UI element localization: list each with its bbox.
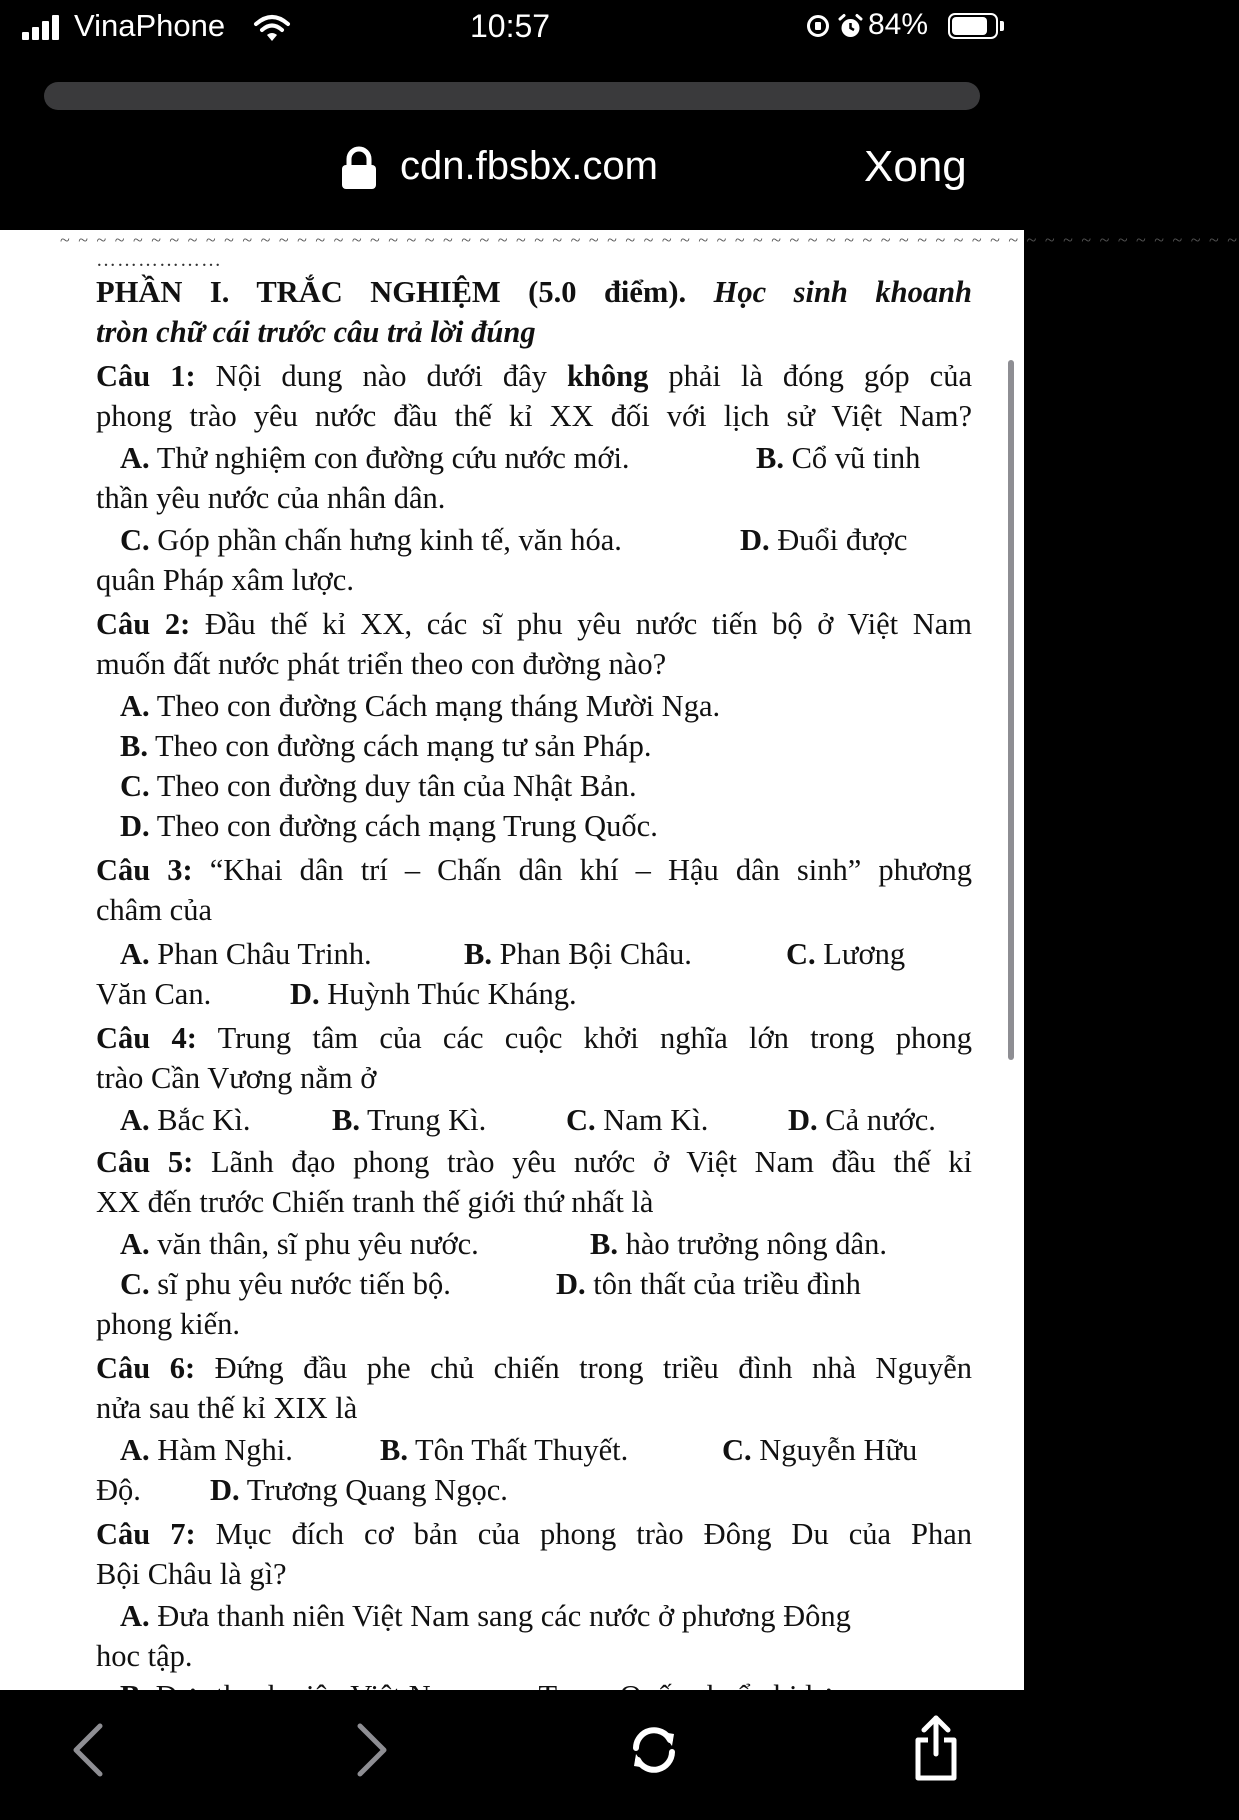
- section-title: PHẦN I. TRẮC NGHIỆM (5.0 điểm).: [96, 275, 687, 309]
- question-6-answer-b: B. Tôn Thất Thuyết.: [380, 1433, 629, 1467]
- answer-letter: D.: [740, 523, 770, 557]
- question-3-answer-d: D. Huỳnh Thúc Kháng.: [290, 977, 577, 1011]
- question-3-answer-c: C. Lương: [786, 937, 906, 971]
- question-7-line-1: Câu 7: Mục đích cơ bản của phong trào Đông Du của Phan: [96, 1517, 973, 1551]
- question-3-answer-c-cont: Văn Can.: [96, 977, 212, 1011]
- question-1-answer-c: [120, 520, 622, 560]
- question-1-answer-b: [756, 438, 920, 478]
- alarm-icon: [838, 14, 863, 39]
- reload-icon[interactable]: [626, 1722, 682, 1778]
- question-6-line-1: Câu 6: Đứng đầu phe chủ chiến trong triều đình nhà Nguyễn: [96, 1351, 972, 1385]
- document-viewer[interactable]: [0, 230, 1239, 1690]
- question-1-answer-d: [740, 520, 907, 560]
- answer-letter: C.: [120, 523, 150, 557]
- question-5-answer-d-cont: phong kiến.: [96, 1307, 241, 1341]
- answer-text: Thử nghiệm con đường cứu nước mới.: [156, 441, 630, 475]
- question-4-answer-a: A. Bắc Kì.: [120, 1103, 251, 1137]
- battery-level-fill: [952, 17, 987, 35]
- question-3-line-2: châm của: [96, 893, 212, 927]
- section-heading-line-1: [96, 272, 972, 312]
- answer-text: Đuổi được: [777, 523, 908, 557]
- question-3-answer-a: A. Phan Châu Trinh.: [120, 937, 372, 971]
- battery-percent: 84%: [868, 8, 929, 41]
- wifi-icon: [254, 14, 290, 42]
- question-label: Câu 2:: [96, 607, 191, 641]
- top-handle-bar: [44, 82, 980, 110]
- bottom-toolbar: [0, 1690, 1024, 1820]
- status-bar: [0, 0, 1024, 58]
- signal-strength-icon: [22, 14, 72, 40]
- share-icon[interactable]: [912, 1714, 960, 1782]
- answer-letter: A.: [120, 441, 150, 475]
- question-7-answer-a: A. Đưa thanh niên Việt Nam sang các nước ở phương Đông: [120, 1599, 851, 1633]
- question-label: Câu 7:: [96, 1517, 196, 1551]
- orientation-lock-icon: [807, 15, 829, 37]
- question-5-line-2: XX đến trước Chiến tranh thế giới thứ nhất là: [96, 1185, 654, 1219]
- clock: 10:57: [470, 8, 551, 44]
- question-2-answer-a: A. Theo con đường Cách mạng tháng Mười Nga.: [120, 689, 721, 723]
- question-2-answer-d: D. Theo con đường cách mạng Trung Quốc.: [120, 809, 658, 843]
- question-6-line-2: nửa sau thế kỉ XIX là: [96, 1391, 358, 1425]
- done-button[interactable]: Xong: [864, 142, 967, 191]
- question-4-line-2: trào Cần Vương nằm ở: [96, 1061, 377, 1095]
- question-1-line-1: Câu 1: Nội dung nào dưới đây không phải là đóng góp của: [96, 359, 972, 393]
- forward-icon[interactable]: [354, 1722, 390, 1778]
- question-label: Câu 5:: [96, 1145, 194, 1179]
- question-1-answers-ab: [120, 438, 630, 478]
- question-1-line-2: phong trào yêu nước đầu thế kỉ XX đối với lịch sử Việt Nam?: [96, 399, 972, 433]
- question-6-answer-d: D. Trương Quang Ngọc.: [210, 1473, 508, 1507]
- question-1-answer-b-cont: thần yêu nước của nhân dân.: [96, 481, 446, 515]
- question-4-answer-d: D. Cả nước.: [788, 1103, 936, 1137]
- question-1-answer-d-cont: quân Pháp xâm lược.: [96, 563, 354, 597]
- battery-tip: [1000, 21, 1004, 31]
- lock-icon: [340, 146, 378, 190]
- question-label: Câu 6:: [96, 1351, 196, 1385]
- question-3-answer-b: B. Phan Bội Châu.: [464, 937, 692, 971]
- browser-header: [0, 58, 1024, 230]
- question-5-answer-c: C. sĩ phu yêu nước tiến bộ.: [120, 1267, 451, 1301]
- question-6-answer-a: A. Hàm Nghi.: [120, 1433, 293, 1467]
- url-label[interactable]: cdn.fbsbx.com: [400, 144, 658, 188]
- question-4-answer-b: B. Trung Kì.: [332, 1103, 487, 1137]
- question-5-line-1: Câu 5: Lãnh đạo phong trào yêu nước ở Việt Nam đầu thế kỉ: [96, 1145, 972, 1179]
- answer-letter: B.: [756, 441, 784, 475]
- dotted-line: ………………: [96, 249, 222, 271]
- question-6-answer-c: C. Nguyễn Hữu: [722, 1433, 918, 1467]
- question-4-line-1: Câu 4: Trung tâm của các cuộc khởi nghĩa lớn trong phong: [96, 1021, 972, 1055]
- section-heading-line-2: tròn chữ cái trước câu trả lời đúng: [96, 315, 536, 349]
- question-5-answer-a: A. văn thân, sĩ phu yêu nước.: [120, 1227, 479, 1261]
- question-5-answer-b: B. hào trưởng nông dân.: [590, 1227, 887, 1261]
- question-2-answer-c: C. Theo con đường duy tân của Nhật Bản.: [120, 769, 637, 803]
- emphasis-word: không: [566, 359, 649, 393]
- question-label: Câu 1:: [96, 359, 196, 393]
- answer-text: Góp phần chấn hưng kinh tế, văn hóa.: [157, 523, 622, 557]
- question-label: Câu 3:: [96, 853, 193, 887]
- cut-off-text-line: ~ ~ ~ ~ ~ ~ ~ ~ ~ ~ ~ ~ ~ ~ ~ ~ ~ ~ ~ ~ ~ ~ ~ ~ ~ ~ ~ ~ ~ ~ ~ ~ ~ ~ ~ ~ ~ ~ ~ ~ ~ ~ ~ ~ ~ ~ ~ ~ ~ ~ ~ ~ ~ ~ ~ ~ ~ ~ ~ ~ ~ ~ ~ ~ ~: [60, 230, 1239, 250]
- back-icon[interactable]: [70, 1722, 106, 1778]
- answer-text: Cổ vũ tinh: [791, 441, 921, 475]
- question-3-line-1: Câu 3: “Khai dân trí – Chấn dân khí – Hậu dân sinh” phương: [96, 853, 973, 887]
- question-7-answer-a-cont: hoc tập.: [96, 1639, 193, 1673]
- carrier-name: VinaPhone: [74, 8, 226, 43]
- question-7-line-2: Bội Châu là gì?: [96, 1557, 287, 1591]
- section-instruction: Học sinh khoanh: [713, 275, 972, 309]
- battery-icon: [948, 13, 998, 39]
- question-4-answer-c: C. Nam Kì.: [566, 1103, 709, 1137]
- question-2-line-2: muốn đất nước phát triển theo con đường nào?: [96, 647, 667, 681]
- scroll-indicator[interactable]: [1008, 360, 1014, 1060]
- question-2-answer-b: B. Theo con đường cách mạng tư sản Pháp.: [120, 729, 652, 763]
- question-6-answer-c-cont: Độ.: [96, 1473, 141, 1507]
- question-2-line-1: Câu 2: Đầu thế kỉ XX, các sĩ phu yêu nước tiến bộ ở Việt Nam: [96, 607, 972, 641]
- question-label: Câu 4:: [96, 1021, 197, 1055]
- question-5-answer-d: D. tôn thất của triều đình: [556, 1267, 861, 1301]
